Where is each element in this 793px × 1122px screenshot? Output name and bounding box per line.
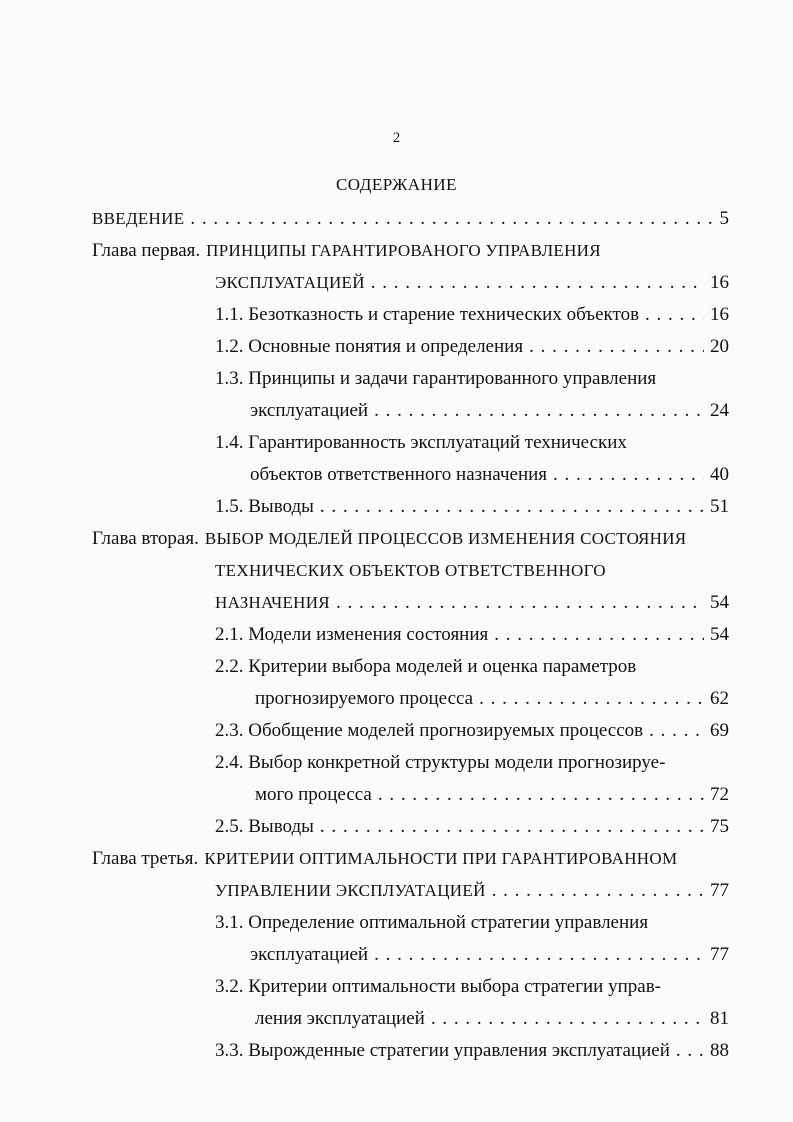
toc-section-2-3[interactable]: [215, 717, 729, 745]
toc-section-1-1[interactable]: [215, 301, 729, 329]
chapter-prefix: Глава третья.: [92, 848, 199, 869]
section-text: [215, 1037, 670, 1065]
section-page: 77: [710, 944, 729, 965]
toc-section-3-1[interactable]: [215, 909, 729, 937]
chapter-page: 16: [710, 272, 729, 293]
section-number: 2.3.: [215, 720, 244, 741]
toc-section-1-5[interactable]: [215, 493, 729, 521]
chapter-page: 77: [710, 880, 729, 901]
section-number: 3.3.: [215, 1040, 244, 1061]
section-text: [215, 813, 314, 841]
section-text: [215, 333, 523, 361]
section-page: 51: [710, 496, 729, 517]
section-page: 40: [710, 464, 729, 485]
section-title: Гарантированность эксплуатаций технических: [248, 432, 627, 453]
section-title: Обобщение моделей прогнозируемых процессов: [248, 720, 644, 741]
leader-dots: [374, 397, 704, 425]
section-title: Выбор конкретной структуры модели прогнозируе-: [248, 752, 666, 773]
section-number: 1.5.: [215, 496, 244, 517]
leader-dots: [320, 493, 704, 521]
section-page: 88: [710, 1040, 729, 1061]
section-number: 2.1.: [215, 624, 244, 645]
chapter-title-cont: ЭКСПЛУАТАЦИЕЙ: [215, 273, 365, 292]
chapter-title-cont: ТЕХНИЧЕСКИХ ОБЪЕКТОВ ОТВЕТСТВЕННОГО: [215, 561, 606, 580]
section-page: 62: [710, 688, 729, 709]
section-text: [215, 301, 639, 329]
section-page: 20: [710, 336, 729, 357]
toc-section-2-4[interactable]: [215, 749, 729, 777]
chapter-title: ВЫБОР МОДЕЛЕЙ ПРОЦЕССОВ ИЗМЕНЕНИЯ СОСТОЯНИЯ: [204, 529, 687, 548]
section-title-cont: объектов ответственного назначения: [250, 464, 548, 485]
leader-dots: [431, 1005, 704, 1033]
leader-dots: [190, 205, 713, 233]
section-page: 81: [710, 1008, 729, 1029]
section-title-cont: эксплуатацией: [250, 944, 369, 965]
section-title: Критерии выбора моделей и оценка параметров: [248, 656, 637, 677]
leader-dots: [645, 301, 704, 329]
section-page: 69: [710, 720, 729, 741]
section-number: 2.4.: [215, 752, 244, 773]
section-number: 1.3.: [215, 368, 244, 389]
chapter-2-title-line1[interactable]: [92, 525, 729, 553]
leader-dots: [529, 333, 704, 361]
toc-section-1-2[interactable]: [215, 333, 729, 361]
section-title: Вырожденные стратегии управления эксплуатацией: [248, 1040, 670, 1061]
toc-section-2-2[interactable]: [215, 653, 729, 681]
section-page: 24: [710, 400, 729, 421]
toc-entry-label: ВВЕДЕНИЕ: [92, 209, 185, 228]
chapter-title: ПРИНЦИПЫ ГАРАНТИРОВАНОГО УПРАВЛЕНИЯ: [206, 241, 601, 260]
section-page: 72: [710, 784, 729, 805]
leader-dots: [479, 685, 704, 713]
leader-dots: [378, 781, 704, 809]
leader-dots: [676, 1037, 704, 1065]
chapter-3-title-line1[interactable]: [92, 845, 729, 873]
toc-section-3-3[interactable]: [215, 1037, 729, 1065]
chapter-prefix: Глава первая.: [92, 240, 201, 261]
section-number: 2.5.: [215, 816, 244, 837]
toc-section-2-2-cont[interactable]: [255, 685, 729, 713]
section-number: 1.4.: [215, 432, 244, 453]
section-page: 54: [710, 624, 729, 645]
toc-section-1-4[interactable]: [215, 429, 729, 457]
chapter-title-cont: УПРАВЛЕНИИ ЭКСПЛУАТАЦИЕЙ: [215, 881, 486, 900]
toc-section-1-3[interactable]: [215, 365, 729, 393]
toc-section-1-3-cont[interactable]: [250, 397, 729, 425]
toc-entry-page: 5: [719, 208, 729, 229]
toc-section-3-2[interactable]: [215, 973, 729, 1001]
toc-entry-intro[interactable]: [92, 205, 729, 233]
chapter-3-title-line2[interactable]: [215, 877, 729, 905]
section-title: Выводы: [248, 816, 314, 837]
section-title-cont: ления эксплуатацией: [255, 1008, 425, 1029]
section-title-cont: эксплуатацией: [250, 400, 369, 421]
toc-section-2-5[interactable]: [215, 813, 729, 841]
chapter-2-title-line2[interactable]: [215, 557, 729, 585]
section-page: 16: [710, 304, 729, 325]
leader-dots: [494, 621, 704, 649]
section-title: Безотказность и старение технических объектов: [248, 304, 640, 325]
section-title-cont: мого процесса: [255, 784, 372, 805]
section-title: Модели изменения состояния: [248, 624, 489, 645]
section-page: 75: [710, 816, 729, 837]
section-title: Критерии оптимальности выбора стратегии управ-: [248, 976, 661, 997]
leader-dots: [371, 269, 704, 297]
toc-section-3-1-cont[interactable]: [250, 941, 729, 969]
section-title: Принципы и задачи гарантированного управления: [248, 368, 657, 389]
chapter-title-cont: НАЗНАЧЕНИЯ: [215, 593, 330, 612]
section-number: 1.1.: [215, 304, 244, 325]
section-text: [215, 717, 643, 745]
section-title-cont: прогнозируемого процесса: [255, 688, 474, 709]
leader-dots: [492, 877, 704, 905]
section-title: Основные понятия и определения: [248, 336, 524, 357]
chapter-1-title-line1[interactable]: [92, 237, 729, 265]
leader-dots: [320, 813, 704, 841]
toc-section-1-4-cont[interactable]: [250, 461, 729, 489]
toc-section-3-2-cont[interactable]: [255, 1005, 729, 1033]
chapter-prefix: Глава вторая.: [92, 528, 199, 549]
chapter-2-title-line3[interactable]: [215, 589, 729, 617]
leader-dots: [553, 461, 704, 489]
section-number: 1.2.: [215, 336, 244, 357]
section-title: Определение оптимальной стратегии управления: [248, 912, 649, 933]
section-number: 2.2.: [215, 656, 244, 677]
toc-heading: СОДЕРЖАНИЕ: [335, 175, 458, 194]
section-text: [215, 493, 314, 521]
leader-dots: [649, 717, 704, 745]
toc-section-2-1[interactable]: [215, 621, 729, 649]
section-text: [215, 621, 488, 649]
page-number: 2: [392, 130, 401, 146]
chapter-1-title-line2[interactable]: [215, 269, 729, 297]
section-title: Выводы: [248, 496, 314, 517]
chapter-title: КРИТЕРИИ ОПТИМАЛЬНОСТИ ПРИ ГАРАНТИРОВАННОМ: [204, 849, 678, 868]
toc-section-2-4-cont[interactable]: [255, 781, 729, 809]
leader-dots: [374, 941, 704, 969]
section-number: 3.1.: [215, 912, 244, 933]
leader-dots: [336, 589, 704, 617]
chapter-page: 54: [710, 592, 729, 613]
section-number: 3.2.: [215, 976, 244, 997]
